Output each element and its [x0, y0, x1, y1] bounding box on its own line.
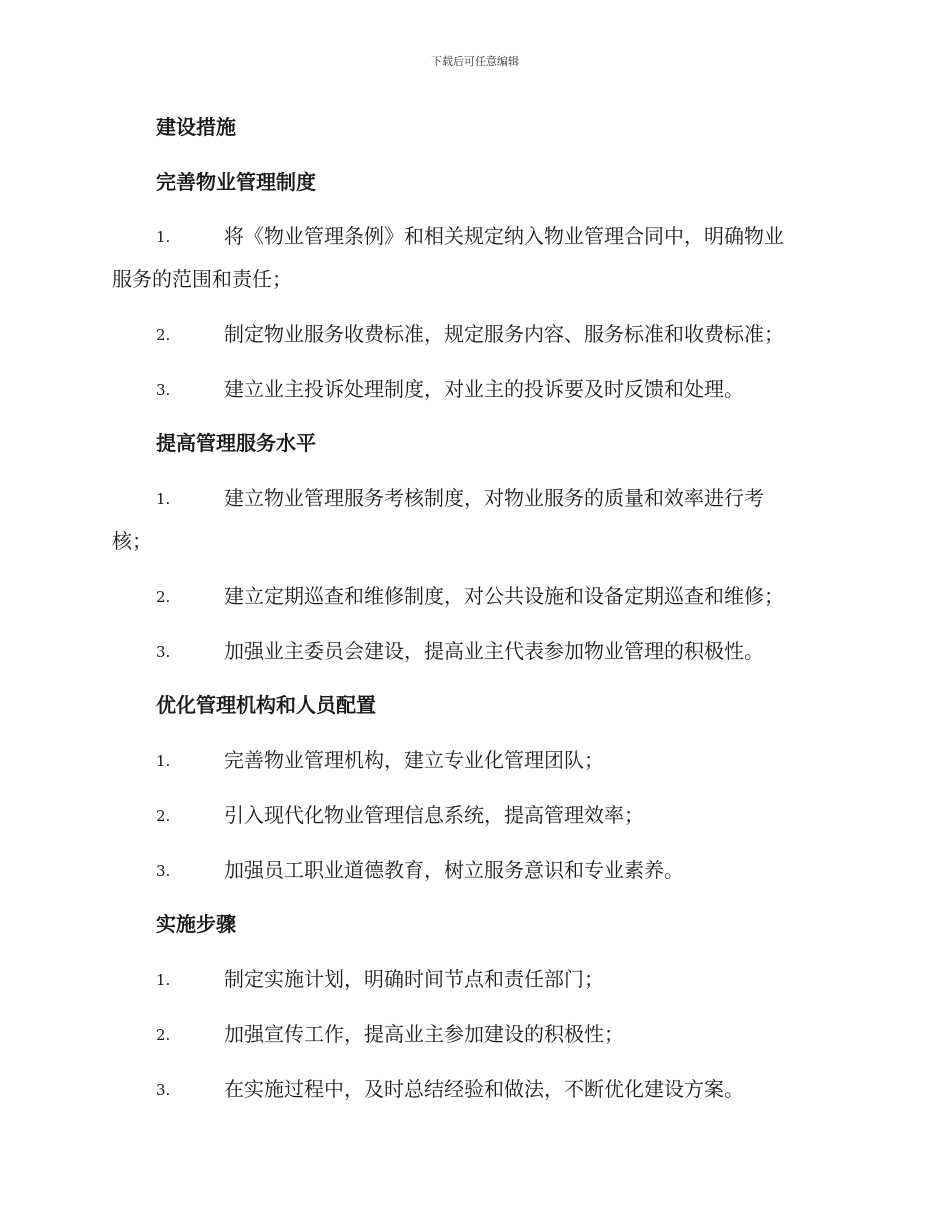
- item-text-continuation: 核；: [112, 529, 152, 553]
- item-number: 3.: [156, 1081, 171, 1099]
- item-text: 加强宣传工作，提高业主参加建设的积极性；: [224, 1022, 624, 1046]
- item-text: 在实施过程中，及时总结经验和做法，不断优化建设方案。: [224, 1077, 744, 1101]
- item-number: 1.: [156, 490, 171, 508]
- item-text: 加强业主委员会建设，提高业主代表参加物业管理的积极性。: [224, 639, 764, 663]
- page-header: 下载后可任意编辑: [431, 55, 519, 68]
- item-number: 2.: [156, 588, 171, 606]
- item-text: 建立物业管理服务考核制度，对物业服务的质量和效率进行考: [224, 486, 764, 510]
- section-title: 优化管理机构和人员配置: [156, 693, 376, 717]
- item-text: 引入现代化物业管理信息系统，提高管理效率；: [224, 803, 644, 827]
- section-title: 提高管理服务水平: [156, 431, 316, 455]
- item-text-continuation: 服务的范围和责任；: [112, 267, 292, 291]
- item-number: 1.: [156, 228, 171, 246]
- item-number: 3.: [156, 643, 171, 661]
- item-text: 建立定期巡查和维修制度，对公共设施和设备定期巡查和维修；: [224, 584, 784, 608]
- item-text: 加强员工职业道德教育，树立服务意识和专业素养。: [224, 858, 684, 882]
- item-text: 将《物业管理条例》和相关规定纳入物业管理合同中，明确物业: [224, 224, 784, 248]
- item-number: 1.: [156, 971, 171, 989]
- section-title: 完善物业管理制度: [156, 170, 316, 194]
- item-number: 2.: [156, 326, 171, 344]
- item-number: 1.: [156, 752, 171, 770]
- item-text: 完善物业管理机构，建立专业化管理团队；: [224, 748, 604, 772]
- item-number: 2.: [156, 807, 171, 825]
- item-number: 2.: [156, 1026, 171, 1044]
- item-text: 制定实施计划，明确时间节点和责任部门；: [224, 967, 604, 991]
- item-number: 3.: [156, 862, 171, 880]
- item-number: 3.: [156, 381, 171, 399]
- section-title: 实施步骤: [156, 912, 236, 936]
- main-title: 建设措施: [156, 115, 236, 139]
- item-text: 建立业主投诉处理制度，对业主的投诉要及时反馈和处理。: [224, 377, 744, 401]
- item-text: 制定物业服务收费标准，规定服务内容、服务标准和收费标准；: [224, 322, 784, 346]
